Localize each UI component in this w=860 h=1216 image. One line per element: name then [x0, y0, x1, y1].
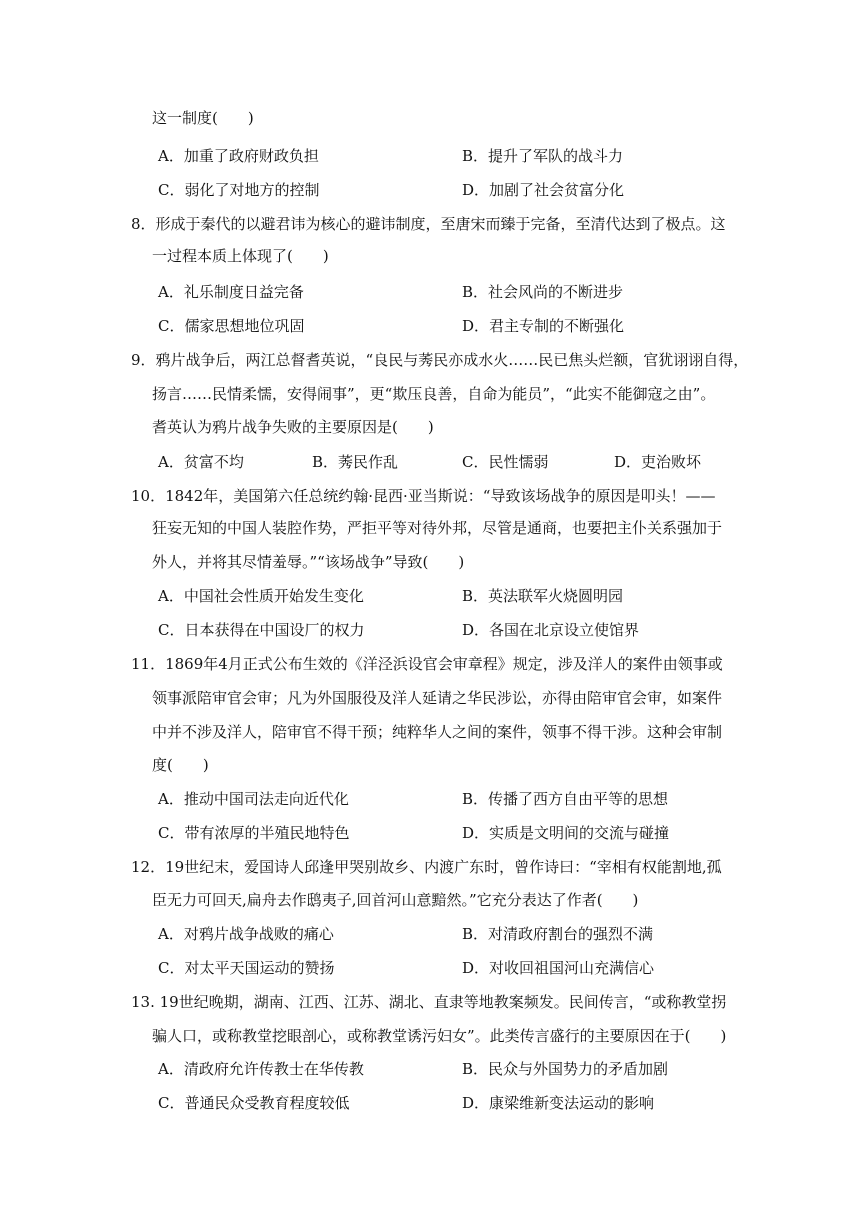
q13-option-c: C．普通民众受教育程度较低: [158, 1094, 350, 1112]
q7-option-c: C．弱化了对地方的控制: [158, 181, 320, 199]
q11-option-c: C．带有浓厚的半殖民地特色: [158, 824, 350, 842]
q11-option-a: A．推动中国司法走向近代化: [158, 790, 349, 808]
q9-option-b: B．莠民作乱: [312, 453, 399, 471]
q9-stem-line-1: 9．鸦片战争后，两江总督耆英说，“良民与莠民亦成水火……民已焦头烂额，官犹诩诩自得，: [131, 351, 749, 369]
q8-stem-line-2: 一过程本质上体现了( ): [152, 247, 329, 265]
q12-stem-line-1: 12．19世纪末，爱国诗人邱逢甲哭别故乡、内渡广东时，曾作诗曰：“宰相有权能割地,孤: [131, 858, 722, 876]
q7-option-d: D．加剧了社会贫富分化: [462, 181, 625, 199]
q10-stem-line-3: 外人，并将其尽情羞辱。”“该场战争”导致( ): [152, 553, 465, 571]
q10-option-b: B．英法联军火烧圆明园: [462, 587, 624, 605]
q13-option-b: B．民众与外国势力的矛盾加剧: [462, 1060, 669, 1078]
q8-stem-line-1: 8．形成于秦代的以避君讳为核心的避讳制度，至唐宋而臻于完备，至清代达到了极点。这: [131, 215, 726, 233]
q8-option-d: D．君主专制的不断强化: [462, 317, 625, 335]
q8-option-c: C．儒家思想地位巩固: [158, 317, 305, 335]
q13-option-d: D．康梁维新变法运动的影响: [462, 1094, 655, 1112]
q8-option-a: A．礼乐制度日益完备: [158, 283, 304, 301]
q7-option-b: B．提升了军队的战斗力: [462, 147, 624, 165]
q10-stem-line-1: 10．1842年，美国第六任总统约翰·昆西·亚当斯说：“导致该场战争的原因是叩头！——: [131, 487, 716, 505]
q9-option-c: C．民性懦弱: [462, 453, 549, 471]
q13-option-a: A．清政府允许传教士在华传教: [158, 1060, 364, 1078]
q10-option-d: D．各国在北京设立使馆界: [462, 621, 640, 639]
q12-option-d: D．对收回祖国河山充满信心: [462, 959, 655, 977]
q13-stem-line-1: 13. 19世纪晚期，湖南、江西、江苏、湖北、直隶等地教案频发。民间传言，“或称教堂拐: [131, 993, 727, 1011]
q11-stem-line-4: 度( ): [152, 756, 209, 774]
q12-option-a: A．对鸦片战争战败的痛心: [158, 925, 334, 943]
q11-option-b: B．传播了西方自由平等的思想: [462, 790, 669, 808]
q12-option-c: C．对太平天国运动的赞扬: [158, 959, 335, 977]
q11-stem-line-3: 中并不涉及洋人，陪审官不得干预；纯粹华人之间的案件，领事不得干涉。这种会审制: [152, 723, 723, 741]
q9-option-a: A．贫富不均: [158, 453, 244, 471]
q11-stem-line-2: 领事派陪审官会审；凡为外国服役及洋人延请之华民涉讼，亦得由陪审官会审，如案件: [152, 689, 723, 707]
q12-stem-line-2: 臣无力可回天,扁舟去作鸱夷子,回首河山意黯然。”它充分表达了作者( ): [152, 891, 639, 909]
q8-option-b: B．社会风尚的不断进步: [462, 283, 624, 301]
q10-option-a: A．中国社会性质开始发生变化: [158, 587, 364, 605]
q10-stem-line-2: 狂妄无知的中国人装腔作势，严拒平等对待外邦，尽管是通商，也要把主仆关系强加于: [152, 519, 723, 537]
q9-stem-line-2: 扬言……民情柔懦，安得闹事”，更“欺压良善，自命为能员”，“此实不能御寇之由”。: [152, 385, 716, 403]
q11-stem-line-1: 11．1869年4月正式公布生效的《洋泾浜设官会审章程》规定，涉及洋人的案件由领事或: [131, 655, 723, 673]
q7-option-a: A．加重了政府财政负担: [158, 147, 319, 165]
q11-option-d: D．实质是文明间的交流与碰撞: [462, 824, 670, 842]
q9-stem-line-3: 耆英认为鸦片战争失败的主要原因是( ): [152, 418, 434, 436]
q12-option-b: B．对清政府割台的强烈不满: [462, 925, 654, 943]
q9-option-d: D．吏治败坏: [614, 453, 702, 471]
q7-stem-tail: 这一制度( ): [152, 109, 254, 127]
q10-option-c: C．日本获得在中国设厂的权力: [158, 621, 365, 639]
q13-stem-line-2: 骗人口，或称教堂挖眼剖心，或称教堂诱污妇女”。此类传言盛行的主要原因在于( ): [152, 1027, 727, 1045]
